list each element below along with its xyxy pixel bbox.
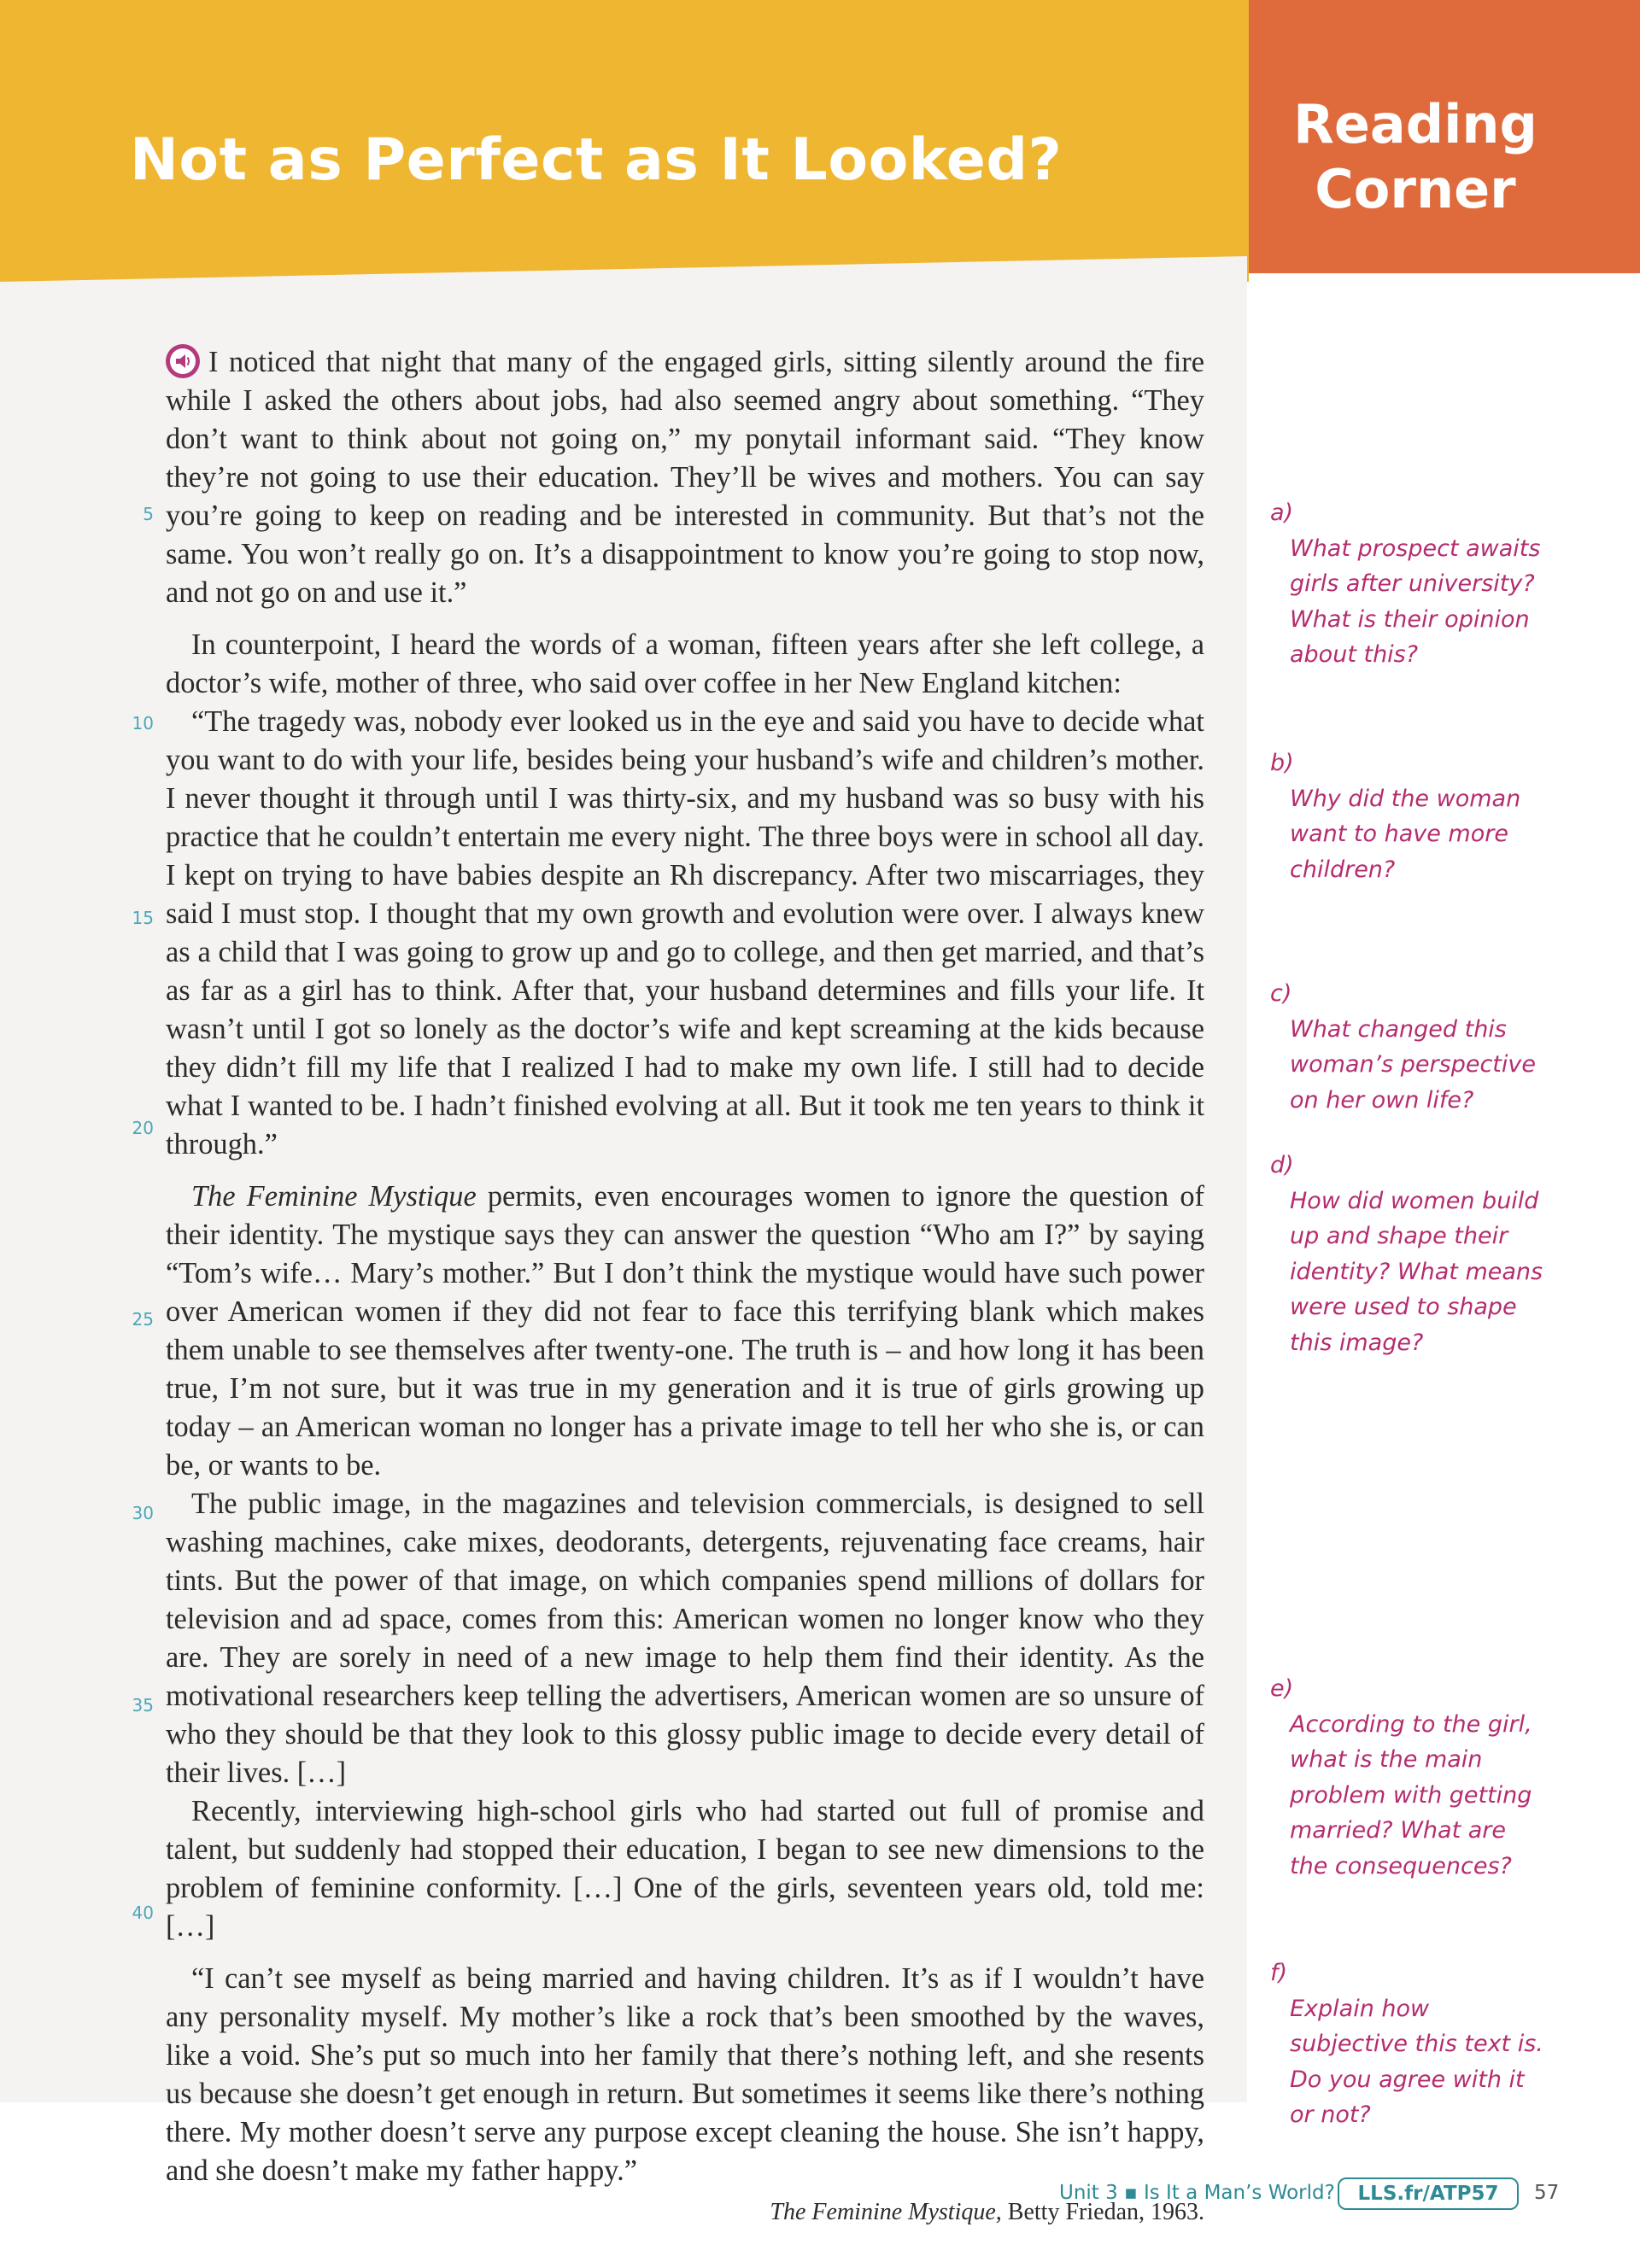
line-number: 5 — [143, 504, 154, 524]
footer-unit: Unit 3 ▪ Is It a Man’s World? — [1059, 2182, 1335, 2204]
main-text — [166, 343, 1204, 2230]
speaker-icon[interactable] — [166, 344, 200, 378]
line-number: 40 — [132, 1903, 154, 1923]
question-d: d) How did women build up and shape their identity? What means were used to shape this image? — [1270, 1152, 1543, 1356]
question-c: c) What changed this woman’s perspective on her own life? — [1270, 980, 1536, 1114]
paragraph-2: In counterpoint, I heard the words of a woman, fifteen years after she left college, a doctor’s wife, mother of three, who said over coffee in her New England kitchen: — [166, 628, 1204, 699]
question-b: b) Why did the woman want to have more children? — [1270, 750, 1521, 883]
paragraph-7: “I can’t see myself as being married and having children. It’s as if I wouldn’t have any personality myself. My mother’s like a rock that’s been smoothed by the waves, like a void. She’s put so much into her family that there’s nothing left, and she resents us because she doesn’t get enough in return. But sometimes it seems like there’s nothing there. My mother doesn’t serve any purpose except cleaning the house. She isn’t happy, and she doesn’t make my father happy.” — [166, 1962, 1204, 2187]
page-title: Not as Perfect as It Looked? — [130, 126, 1063, 194]
paragraph-6: Recently, interviewing high-school girls who had started out full of promise and talent, but suddenly had stopped their education, I began to see new dimensions to the problem of feminine conformity. […] One of the girls, seventeen years old, told me: […] — [166, 1795, 1204, 1943]
paragraph-1: I noticed that night that many of the engaged girls, sitting silently around the fire while I asked the others about jobs, had also seemed angry about something. “They don’t want to think about not going on,” my ponytail informant said. “They know they’re not going to use their education. They’ll be wives and mothers. You can say you’re going to keep on reading and be interested in community. But that’s not the same. You won’t really go on. It’s a disappointment to know you’re going to stop now, and not go on and use it.” — [166, 346, 1204, 609]
line-number: 10 — [132, 713, 154, 734]
line-number: 15 — [132, 908, 154, 928]
line-number: 35 — [132, 1695, 154, 1716]
line-number: 20 — [132, 1118, 154, 1138]
page-number: 57 — [1534, 2182, 1560, 2204]
paragraph-5: The public image, in the magazines and television commercials, is designed to sell washing machines, cake mixes, deodorants, detergents, rejuvenating face creams, hair tints. But the power of that image, on which companies spend millions of dollars for television and ad space, comes from this: American women no longer know who they are. They are sorely in need of a new image to help them find their identity. As the motivational researchers keep telling the advertisers, American women are so unsure of who they should be that they look to this glossy public image to decide every detail of their lives. […] — [166, 1488, 1204, 1789]
citation: The Feminine Mystique, Betty Friedan, 1963. — [770, 2199, 1204, 2225]
question-f: f) Explain how subjective this text is. Do you agree with it or not? — [1270, 1960, 1543, 2128]
book-title: The Feminine Mystique — [191, 1180, 477, 1213]
reading-corner-label — [1249, 92, 1582, 222]
question-a: a) What prospect awaits girls after university? What is their opinion about this? — [1270, 500, 1541, 668]
line-number: 25 — [132, 1309, 154, 1330]
paragraph-3: “The tragedy was, nobody ever looked us in the eye and said you have to decide what you want to do with your life, besides being your husband’s wife and children’s mother. I never thought it through until I was thirty-six, and my husband was so busy with his practice that he couldn’t entertain me every night. The three boys were in school all day. I kept on trying to have babies despite an Rh discrepancy. After two miscarriages, they said I must stop. I thought that my own growth and evolution were over. I always knew as a child that I was going to grow up and go to college, and then get married, and that’s as far as a girl has to think. After that, your husband determines and fills your life. It wasn’t until I got so lonely as the doctor’s wife and kept screaming at the kids because they didn’t fill my life that I realized I had to make my own life. I still had to decide what I wanted to be. I hadn’t finished evolving at all. But it took me ten years to think it through.” — [166, 705, 1204, 1160]
footer-link[interactable]: LLS.fr/ATP57 — [1338, 2177, 1519, 2210]
corner-line2: Corner — [1315, 158, 1516, 220]
question-e: e) According to the girl, what is the main problem with getting married? What are the consequences? — [1270, 1675, 1532, 1879]
line-number: 30 — [132, 1503, 154, 1523]
paragraph-4: The Feminine Mystique permits, even encourages women to ignore the question of their identity. The mystique says they can answer the question “Who am I?” by saying “Tom’s wife… Mary’s mother.” But I don’t think the mystique would have such power over American women if they did not fear to face this terrifying blank which makes them unable to see themselves after twenty-one. The truth is – and how long it has been true, I’m not sure, but it was true in my generation and it is true of girls growing up today – an American woman no longer has a private image to tell her who she is, or can be, or wants to be. — [166, 1180, 1204, 1482]
corner-line1: Reading — [1293, 93, 1538, 155]
